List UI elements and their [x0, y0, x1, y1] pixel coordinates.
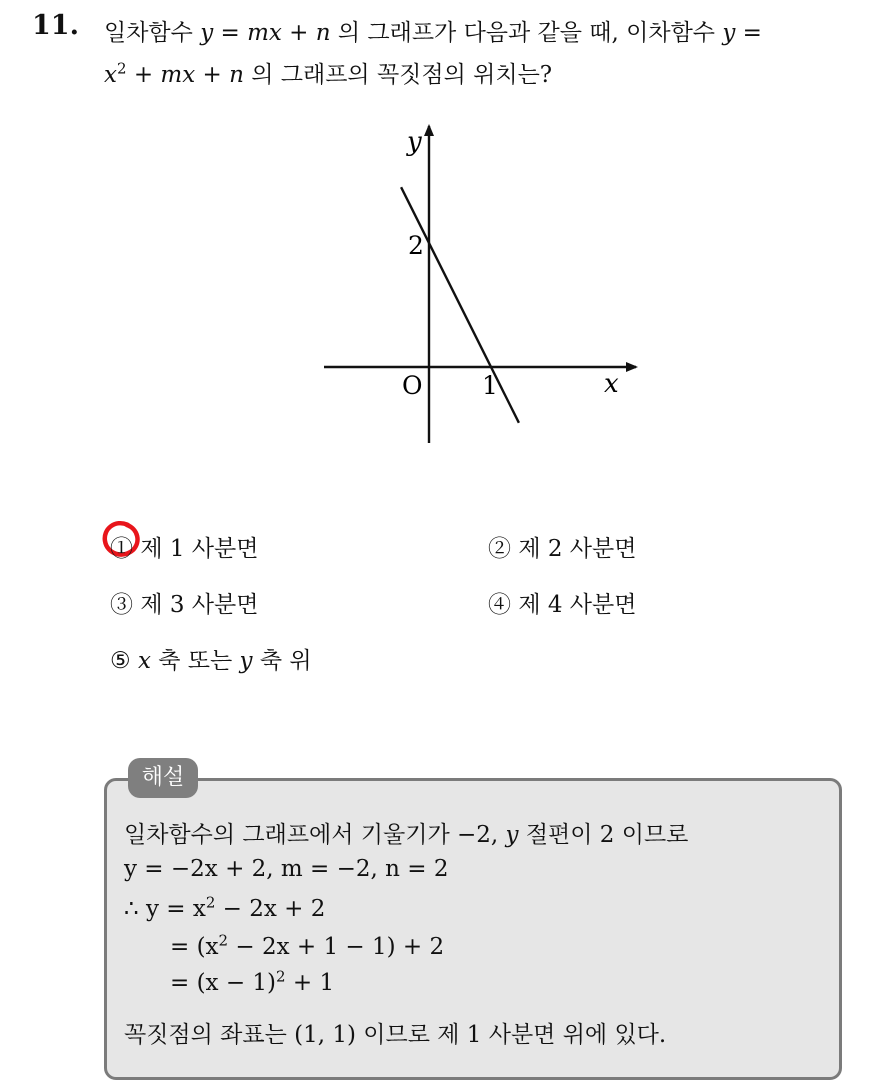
choice-3[interactable] — [110, 586, 258, 619]
equation-rest: + mx + n — [133, 62, 244, 88]
y-axis-label: y — [407, 127, 422, 157]
choice-text: 제 3 사분면 — [140, 592, 259, 618]
question-text: 일차함수 — [104, 20, 193, 46]
exponent: 2 — [116, 59, 127, 78]
solution-text: ∴ y = x — [124, 896, 206, 922]
solution-text: y — [505, 822, 519, 848]
solution-line-3 — [124, 893, 326, 922]
solution-line-5 — [170, 967, 335, 996]
solution-tag: 해설 — [128, 758, 198, 798]
solution-line-4 — [170, 931, 445, 960]
solution-line-1 — [124, 816, 688, 849]
question-text: 의 그래프가 다음과 같을 때, 이차함수 — [337, 20, 716, 46]
question-line-2 — [104, 56, 552, 89]
question-text: 의 그래프의 꼭짓점의 위치는? — [251, 62, 553, 88]
y-intercept-label: 2 — [408, 231, 424, 260]
solution-line-6: 꼭짓점의 좌표는 (1, 1) 이므로 제 1 사분면 위에 있다. — [124, 1022, 667, 1048]
choice-2[interactable] — [488, 530, 636, 563]
solution-text: = (x − 1) — [170, 970, 277, 996]
choice-number: ① — [110, 536, 133, 562]
var-x: x — [104, 62, 117, 88]
choice-4[interactable] — [488, 586, 636, 619]
choice-text: 제 1 사분면 — [140, 536, 259, 562]
equation-start: y = — [722, 20, 762, 46]
solution-text: − 2x + 1 − 1) + 2 — [235, 934, 445, 960]
choice-1[interactable] — [110, 530, 258, 563]
question-number: 11. — [32, 10, 79, 41]
choice-number: ③ — [110, 592, 133, 618]
equation-linear: y = mx + n — [200, 20, 331, 46]
x-intercept-label: 1 — [482, 371, 498, 400]
exponent: 2 — [218, 931, 229, 950]
choice-5[interactable] — [110, 642, 312, 675]
choice-text: 제 2 사분면 — [518, 536, 637, 562]
solution-text: 절편이 2 이므로 — [525, 822, 689, 848]
choice-text: 제 4 사분면 — [518, 592, 637, 618]
solution-line-2: y = −2x + 2, m = −2, n = 2 — [124, 856, 449, 882]
question-line-1 — [104, 14, 762, 47]
linear-function-graph — [310, 110, 650, 460]
solution-text: 일차함수의 그래프에서 기울기가 −2, — [124, 822, 499, 848]
x-axis-label: x — [604, 369, 619, 399]
exponent: 2 — [205, 893, 216, 912]
choice-number: ④ — [488, 592, 511, 618]
choice-number: ⑤ — [110, 648, 131, 674]
solution-text: − 2x + 2 — [222, 896, 326, 922]
solution-text: = (x — [170, 934, 219, 960]
choice-number: ② — [488, 536, 511, 562]
choice-text: x — [137, 648, 151, 674]
solution-text: + 1 — [292, 970, 335, 996]
exponent: 2 — [276, 967, 286, 986]
origin-label: O — [402, 371, 423, 400]
choice-text: 축 또는 — [158, 648, 233, 674]
choice-text: y — [239, 648, 253, 674]
choice-text: 축 위 — [259, 648, 312, 674]
